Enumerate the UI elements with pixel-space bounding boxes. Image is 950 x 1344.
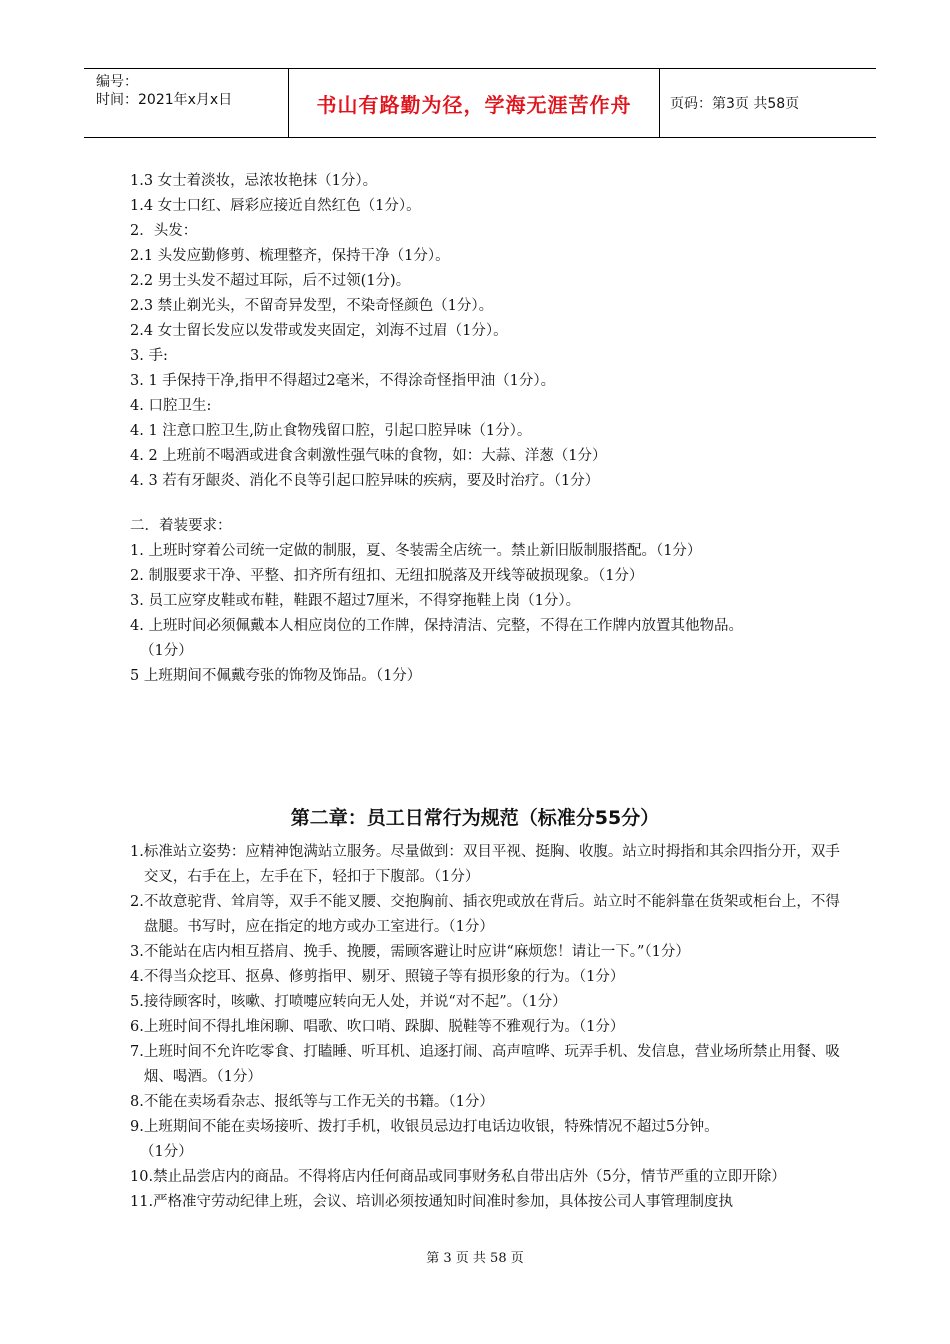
text-line: 1.4 女士口红、唇彩应接近自然红色（1分）。: [130, 198, 421, 214]
list-item: [130, 965, 845, 990]
list-item: [130, 1115, 845, 1140]
section-heading: 二．着装要求：: [130, 518, 232, 534]
list-item: [130, 1090, 845, 1115]
text-line: 2.2 男士头发不超过耳际，后不过领(1分)。: [130, 273, 411, 289]
page-info-text: 页码：第3页 共58页: [670, 96, 800, 112]
item-number: 2.: [130, 894, 144, 910]
text-line: 2. 制服要求干净、平整、扣齐所有纽扣、无纽扣脱落及开线等破损现象。（1分）: [130, 568, 644, 584]
motto-text: 书山有路勤为径，学海无涯苦作舟: [316, 92, 632, 117]
text-line: （1分）: [140, 643, 193, 659]
item-number: 3.: [130, 944, 144, 960]
section-appearance: [130, 169, 845, 689]
item-text: 严格准守劳动纪律上班，会议、培训必须按通知时间准时参加，具体按公司人事管理制度执: [153, 1194, 734, 1210]
page-footer: 第 3 页 共 58 页: [426, 1251, 524, 1266]
list-item: [130, 990, 845, 1015]
item-text: 上班期间不能在卖场接听、拨打手机，收银员忌边打电话边收银，特殊情况不超过5分钟。: [143, 1119, 719, 1135]
list-item: [130, 1140, 845, 1165]
text-line: 4. 口腔卫生:: [130, 398, 212, 414]
text-line: 4. 3 若有牙龈炎、消化不良等引起口腔异味的疾病，要及时治疗。（1分）: [130, 473, 600, 489]
text-line: 1. 上班时穿着公司统一定做的制服，夏、冬装需全店统一。禁止新旧版制服搭配。（1分）: [130, 543, 702, 559]
text-line: 4. 2 上班前不喝酒或进食含刺激性强气味的食物，如：大蒜、洋葱（1分）: [130, 448, 607, 464]
header-motto-cell: [288, 69, 660, 137]
text-line: 3. 1 手保持干净,指甲不得超过2毫米，不得涂奇怪指甲油（1分）。: [130, 373, 556, 389]
list-item: [130, 890, 845, 940]
item-number: 4.: [130, 969, 144, 985]
item-number: 11.: [130, 1194, 154, 1210]
item-number: 1.: [130, 844, 144, 860]
item-text: 禁止品尝店内的商品。不得将店内任何商品或同事财务私自带出店外（5分，情节严重的立即开除）: [153, 1169, 786, 1185]
text-line: 4. 上班时间必须佩戴本人相应岗位的工作牌，保持清洁、完整，不得在工作牌内放置其他物品。: [130, 618, 743, 634]
list-item: [130, 1165, 845, 1190]
item-text: 接待顾客时，咳嗽、打喷嚏应转向无人处，并说“对不起”。（1分）: [143, 994, 567, 1010]
item-text: 上班时间不允许吃零食、打瞌睡、听耳机、追逐打闹、高声喧哗、玩弄手机、发信息，营业场所禁止用餐、吸烟、喝酒。（1分）: [143, 1044, 840, 1085]
text-line: 3. 员工应穿皮鞋或布鞋，鞋跟不超过7厘米，不得穿拖鞋上岗（1分）。: [130, 593, 581, 609]
list-item: [130, 940, 845, 965]
item-text: 不得当众挖耳、抠鼻、修剪指甲、剔牙、照镜子等有损形象的行为。（1分）: [143, 969, 625, 985]
text-line: 2.1 头发应勤修剪、梳理整齐，保持干净（1分）。: [130, 248, 450, 264]
item-number: 7.: [130, 1044, 144, 1060]
item-text: 上班时间不得扎堆闲聊、唱歌、吹口哨、跺脚、脱鞋等不雅观行为。（1分）: [143, 1019, 625, 1035]
item-text: 不故意驼背、耸肩等，双手不能叉腰、交抱胸前、插衣兜或放在背后。站立时不能斜靠在货架或柜台上，不得盘腿。书写时，应在指定的地方或办工室进行。（1分）: [143, 894, 840, 935]
item-number: 9.: [130, 1119, 144, 1135]
text-line: 5 上班期间不佩戴夸张的饰物及饰品。（1分）: [130, 668, 422, 684]
text-line: 3. 手:: [130, 348, 168, 364]
header-page-info: [660, 69, 876, 137]
chapter-title: 第二章：员工日常行为规范（标准分55分）: [290, 807, 660, 829]
list-item: [130, 840, 845, 890]
list-item: [130, 1190, 845, 1215]
list-item: [130, 1040, 845, 1090]
item-text: 不能站在店内相互搭肩、挽手、挽腰，需顾客避让时应讲“麻烦您！请让一下。”（1分）: [143, 944, 690, 960]
item-number: 6.: [130, 1019, 144, 1035]
list-item: [130, 1015, 845, 1040]
text-line: 2．头发：: [130, 223, 198, 239]
header-meta: [84, 69, 288, 137]
text-line: 2.3 禁止剃光头，不留奇异发型，不染奇怪颜色（1分）。: [130, 298, 494, 314]
time-label: 时间：2021年x月x日: [96, 92, 233, 108]
item-text: （1分）: [140, 1144, 193, 1160]
item-number: 8.: [130, 1094, 144, 1110]
item-text: 不能在卖场看杂志、报纸等与工作无关的书籍。（1分）: [143, 1094, 494, 1110]
text-line: 1.3 女士着淡妆，忌浓妆艳抹（1分）。: [130, 173, 378, 189]
chapter2-list: [130, 840, 845, 1215]
item-number: 10.: [130, 1169, 154, 1185]
item-text: 标准站立姿势：应精神饱满站立服务。尽量做到：双目平视、挺胸、收腹。站立时拇指和其余四指分开，双手交叉，右手在上，左手在下，轻扣于下腹部。（1分）: [143, 844, 840, 885]
text-line: 2.4 女士留长发应以发带或发夹固定，刘海不过眉（1分）。: [130, 323, 508, 339]
text-line: 4. 1 注意口腔卫生,防止食物残留口腔，引起口腔异味（1分）。: [130, 423, 532, 439]
document-header: [84, 68, 876, 138]
item-number: 5.: [130, 994, 144, 1010]
code-label: 编号：: [96, 74, 138, 90]
